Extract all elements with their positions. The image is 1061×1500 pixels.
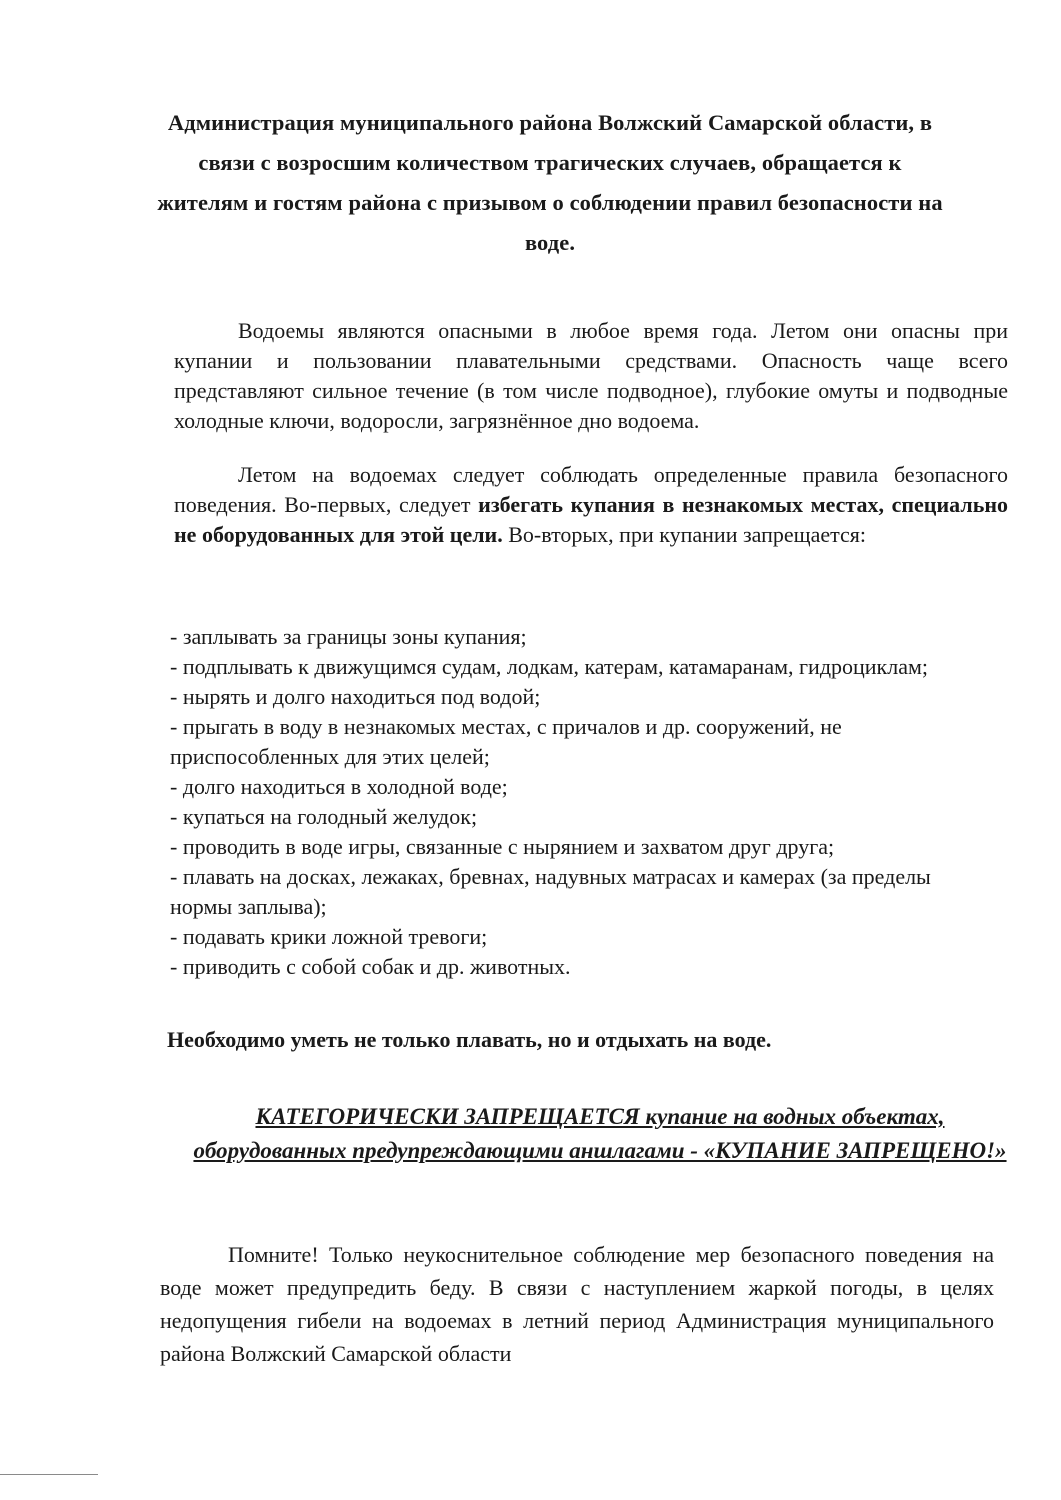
list-item: - купаться на голодный желудок; (170, 804, 478, 829)
list-item: - долго находиться в холодной воде; (170, 774, 508, 799)
document-title: Администрация муниципального района Волжский Самарской области, в связи с возросшим количеством трагических случаев, обращается к жителям и гостям района с призывом о соблюдении правил безопасности на воде. (157, 110, 943, 255)
scan-edge-line (0, 1474, 98, 1475)
list-item: - подплывать к движущимся судам, лодкам, катерам, катамаранам, гидроциклам; (170, 654, 929, 679)
paragraph-reminder: Помните! Только неукоснительное соблюдение мер безопасного поведения на воде может предупредить беду. В связи с наступлением жаркой погоды, в целях недопущения гибели на водоемах в летний период Администрация муниципального района Волжский Самарской области (160, 1242, 994, 1366)
paragraph-summer-rules-start: Летом на водоемах следует соблюдать определенные правила безопасного поведения. Во-первых, следует (174, 462, 1008, 517)
list-item: - прыгать в воду в незнакомых местах, с причалов и др. сооружений, не приспособленных для этих целей; (170, 714, 842, 769)
paragraph-summer-rules-emphasis: избегать купания в незнакомых местах, специально не оборудованных для этой цели. (174, 492, 1009, 547)
paragraph-summer-rules (174, 460, 1008, 550)
list-item: - приводить с собой собак и др. животных. (170, 954, 571, 979)
closing-note: Необходимо уметь не только плавать, но и отдыхать на воде. (167, 1027, 772, 1052)
swimming-ban-warning: КАТЕГОРИЧЕСКИ ЗАПРЕЩАЕТСЯ купание на водных объектах, оборудованных предупреждающими аншлагами - «КУПАНИЕ ЗАПРЕЩЕНО!» (193, 1104, 1007, 1163)
list-item: - заплывать за границы зоны купания; (170, 624, 527, 649)
list-item: - проводить в воде игры, связанные с нырянием и захватом друг друга; (170, 834, 835, 859)
paragraph-water-dangers: Водоемы являются опасными в любое время года. Летом они опасны при купании и пользовании плавательными средствами. Опасность чаще всего представляют сильное течение (в том числе подводное), глубокие омуты и подводные холодные ключи, водоросли, загрязнённое дно водоема. (174, 318, 1008, 433)
list-item: - плавать на досках, лежаках, бревнах, надувных матрасах и камерах (за пределы нормы заплыва); (170, 864, 931, 919)
list-item: - подавать крики ложной тревоги; (170, 924, 488, 949)
prohibitions-list (170, 622, 960, 982)
paragraph-summer-rules-end: Во-вторых, при купании запрещается: (502, 522, 867, 547)
list-item: - нырять и долго находиться под водой; (170, 684, 541, 709)
